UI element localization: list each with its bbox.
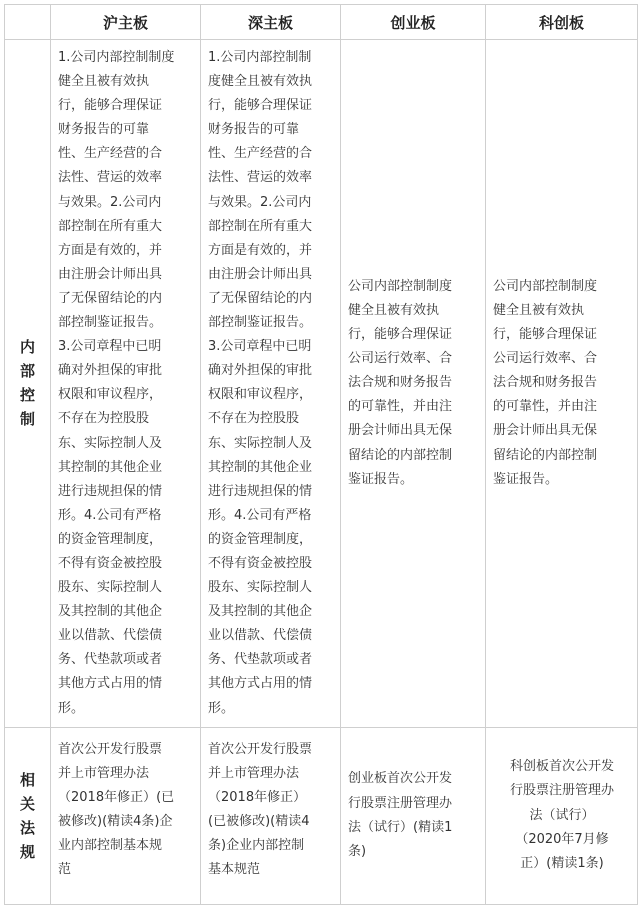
header-sz-main-board: 深主板 — [201, 5, 341, 40]
table-row-internal-control — [5, 40, 638, 728]
cell-star-regulations: 科创板首次公开发 行股票注册管理办 法（试行） （2020年7月修 正）(精读1条) — [486, 727, 638, 904]
cell-star-internal-control: 公司内部控制制度 健全且被有效执 行，能够合理保证 公司运行效率、合 法合规和财务报告 的可靠性，并由注 册会计师出具无保 留结论的内部控制 鉴证报告。 — [486, 40, 638, 728]
cell-sz-internal-control: 1.公司内部控制制 度健全且被有效执 行，能够合理保证 财务报告的可靠 性、生产经营的合 法性、营运的效率 与效果。2.公司内 部控制在所有重大 方面是有效的，并 由注册会计师出具 了无保留结论的内 部控制鉴证报告。 3.公司章程中已明 确对外担保的审批 权限和审议程序， 不存在为控股股 东、实际控制人及 其控制的其他企业 进行违规担保的情 形。4.公司有严格 的资金管理制度， 不得有资金被控股 股东、实际控制人 及其控制的其他企 业以借款、代偿债 务、代垫款项或者 其他方式占用的情 形。 — [201, 40, 341, 728]
cell-sh-regulations: 首次公开发行股票 并上市管理办法 （2018年修正）(已 被修改)(精读4条)企 业内部控制基本规 范 — [51, 727, 201, 904]
row-label-text: 内 部 控 制 — [19, 338, 35, 429]
table-row-regulations — [5, 727, 638, 904]
row-label-internal-control — [5, 40, 51, 728]
cell-chinext-internal-control: 公司内部控制制度 健全且被有效执 行，能够合理保证 公司运行效率、合 法合规和财务报告 的可靠性，并由注 册会计师出具无保 留结论的内部控制 鉴证报告。 — [341, 40, 486, 728]
row-label-text: 相 关 法 规 — [19, 770, 35, 861]
cell-chinext-regulations: 创业板首次公开发 行股票注册管理办 法（试行）(精读1 条) — [341, 727, 486, 904]
cell-sz-regulations: 首次公开发行股票 并上市管理办法 （2018年修正） (已被修改)(精读4 条)企业内部控制 基本规范 — [201, 727, 341, 904]
header-row — [5, 5, 638, 40]
cell-sh-internal-control: 1.公司内部控制制度 健全且被有效执 行，能够合理保证 财务报告的可靠 性、生产经营的合 法性、营运的效率 与效果。2.公司内 部控制在所有重大 方面是有效的，并 由注册会计师出具 了无保留结论的内 部控制鉴证报告。 3.公司章程中已明 确对外担保的审批 权限和审议程序， 不存在为控股股 东、实际控制人及 其控制的其他企业 进行违规担保的情 形。4.公司有严格 的资金管理制度， 不得有资金被控股 股东、实际控制人 及其控制的其他企 业以借款、代偿债 务、代垫款项或者 其他方式占用的情 形。 — [51, 40, 201, 728]
header-chinext: 创业板 — [341, 5, 486, 40]
header-star-market: 科创板 — [486, 5, 638, 40]
ipo-comparison-table — [4, 4, 638, 905]
header-corner — [5, 5, 51, 40]
row-label-regulations — [5, 727, 51, 904]
header-sh-main-board: 沪主板 — [51, 5, 201, 40]
